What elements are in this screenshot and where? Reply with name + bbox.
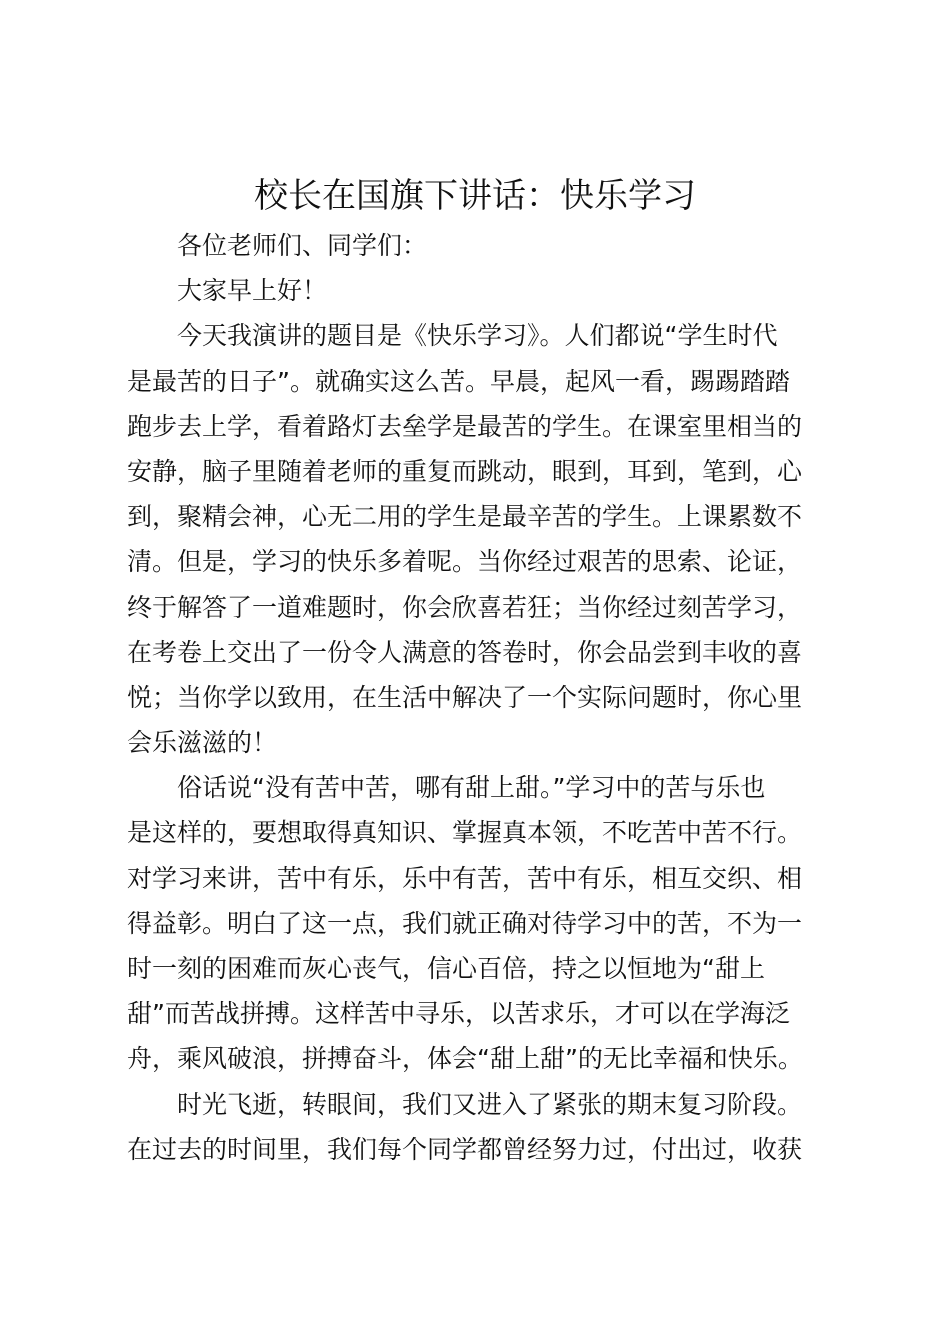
text-line: 悦；当你学以致用，在生活中解决了一个实际问题时，你心里 bbox=[127, 682, 803, 712]
text-line: 在过去的时间里，我们每个同学都曾经努力过，付出过，收获 bbox=[127, 1134, 803, 1164]
text-line: 安静，脑子里随着老师的重复而跳动，眼到，耳到，笔到，心 bbox=[127, 456, 803, 486]
text-line: 到，聚精会神，心无二用的学生是最辛苦的学生。上课累数不 bbox=[127, 502, 803, 532]
text-line: 清。但是，学习的快乐多着呢。当你经过艰苦的思索、论证， bbox=[127, 547, 803, 577]
text-line: 跑步去上学，看着路灯去垒学是最苦的学生。在课室里相当的 bbox=[127, 411, 803, 441]
text-line: 在考卷上交出了一份令人满意的答卷时，你会品尝到丰收的喜 bbox=[127, 637, 803, 667]
text-line: 各位老师们、同学们： bbox=[177, 231, 428, 260]
text-line: 大家早上好！ bbox=[177, 276, 328, 306]
text-line: 今天我演讲的题目是《快乐学习》。人们都说“学生时代 bbox=[177, 321, 778, 351]
document-body bbox=[127, 223, 832, 1172]
text-line: 舟，乘风破浪，拼搏奋斗，体会“甜上甜”的无比幸福和快乐。 bbox=[127, 1044, 803, 1074]
text-line: 终于解答了一道难题时，你会欣喜若狂；当你经过刻苦学习， bbox=[127, 592, 803, 622]
document-title: 校长在国旗下讲话：快乐学习 bbox=[254, 176, 696, 216]
text-line: 是这样的，要想取得真知识、掌握真本领，不吃苦中苦不行。 bbox=[127, 818, 803, 848]
text-line: 时一刻的困难而灰心丧气，信心百倍，持之以恒地为“甜上 bbox=[127, 954, 765, 983]
text-line: 会乐滋滋的！ bbox=[127, 728, 278, 758]
text-line: 甜”而苦战拼搏。这样苦中寻乐，以苦求乐，才可以在学海泛 bbox=[127, 999, 790, 1029]
text-line: 得益彰。明白了这一点，我们就正确对待学习中的苦，不为一 bbox=[127, 908, 803, 938]
text-line: 俗话说“没有苦中苦，哪有甜上甜。”学习中的苦与乐也 bbox=[177, 773, 766, 803]
text-line: 对学习来讲，苦中有乐，乐中有苦，苦中有乐，相互交织、相 bbox=[127, 863, 803, 893]
text-line: 是最苦的日子”。就确实这么苦。早晨，起风一看，踢踢踏踏 bbox=[127, 366, 790, 396]
text-line: 时光飞逝，转眼间，我们又进入了紧张的期末复习阶段。 bbox=[177, 1089, 803, 1119]
